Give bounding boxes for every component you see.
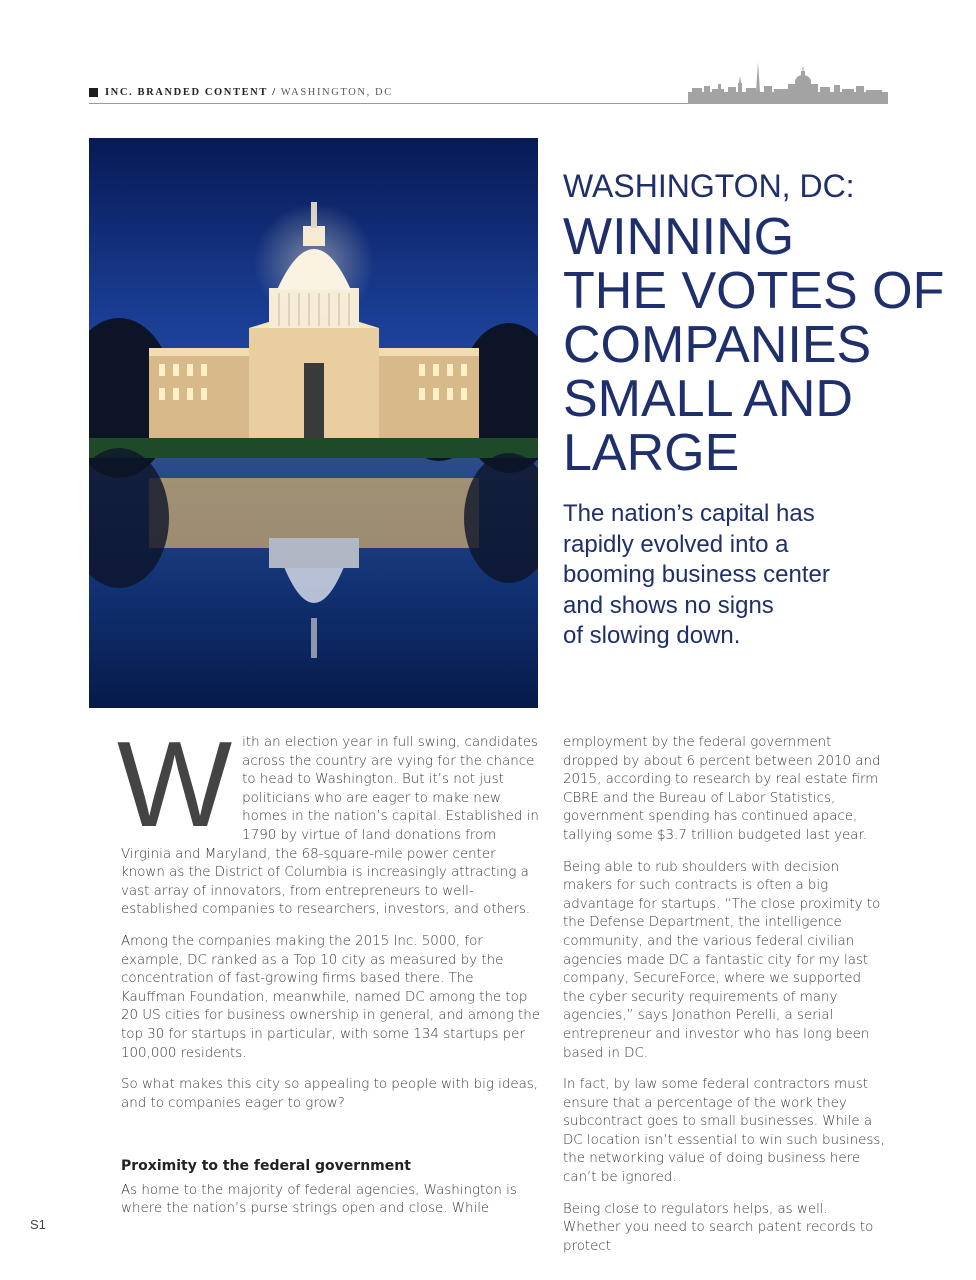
capitol-photo xyxy=(89,138,538,708)
paragraph-8: Being close to regulators helps, as well. Whether you need to search patent records to protect xyxy=(563,1201,874,1254)
header-square-icon xyxy=(89,88,98,97)
paragraph-3: So what makes this city so appealing to people with big ideas, and to companies eager to grow? xyxy=(121,1077,539,1111)
body-column-right xyxy=(563,734,887,1269)
section-subhead: Proximity to the federal government xyxy=(121,1158,411,1175)
page-number: S1 xyxy=(30,1217,46,1232)
paragraph-2: Among the companies making the 2015 Inc. 5000, for example, DC ranked as a Top 10 city as measured by the concentration of fast-growing firms based there. The Kauffman Foundation, meanwhile, named DC among the top 20 US cities for business ownership in general, and among the top 30 for startups in particular, with some 134 startups per 100,000 residents. xyxy=(121,933,541,1061)
body-paragraph xyxy=(117,716,541,920)
drop-cap: W xyxy=(117,716,233,852)
paragraph-5: employment by the federal government dropped by about 6 percent between 2010 and 2015, according to research by real estate firm CBRE and the Bureau of Labor Statistics, government spending has continued apace, tallying some $3.7 trillion budgeted last year. xyxy=(563,735,881,843)
article-kicker: WASHINGTON, DC: xyxy=(563,168,855,204)
article-dek: The nation’s capital has rapidly evolved into a booming business center and shows no signs of slowing down. xyxy=(563,500,830,649)
header-location: WASHINGTON, DC xyxy=(280,87,393,98)
header-label xyxy=(105,87,393,98)
body-column-left xyxy=(117,716,541,1232)
paragraph-4: As home to the majority of federal agencies, Washington is where the nation’s purse strings open and close. While xyxy=(121,1182,517,1217)
paragraph-1: ith an election year in full swing, candidates across the country are vying for the chance to head to Washington. But it’s not just politicians who are eager to make new homes in the nation’s capital. Established in 1790 by virtue of land donations from Virginia and Maryland, the 68-square-mile power center known as the District of Columbia is increasingly attracting a vast array of innovators, from entrepreneurs to well-established companies to researchers, investors, and others. xyxy=(121,735,539,918)
paragraph-6: Being able to rub shoulders with decision makers for such contracts is often a big advantage for startups. “The close proximity to the Defense Department, the intelligence community, and the various federal civilian agencies made DC a fantastic city for my last company, SecureForce, where we supported the cyber security requirements of many agencies,” says Jonathon Perelli, a serial entrepreneur and investor who has long been based in DC. xyxy=(563,859,881,1061)
header-section: INC. BRANDED CONTENT xyxy=(105,87,268,98)
dc-skyline-icon xyxy=(688,62,888,104)
header-separator: / xyxy=(272,87,277,98)
paragraph-7: In fact, by law some federal contractors must ensure that a percentage of the work they subcontract goes to small businesses. While a DC location isn’t essential to win such business, the networking value of doing business here can’t be ignored. xyxy=(563,1077,885,1186)
article-headline: WINNING THE VOTES OF COMPANIES SMALL AND LARGE xyxy=(563,208,945,482)
